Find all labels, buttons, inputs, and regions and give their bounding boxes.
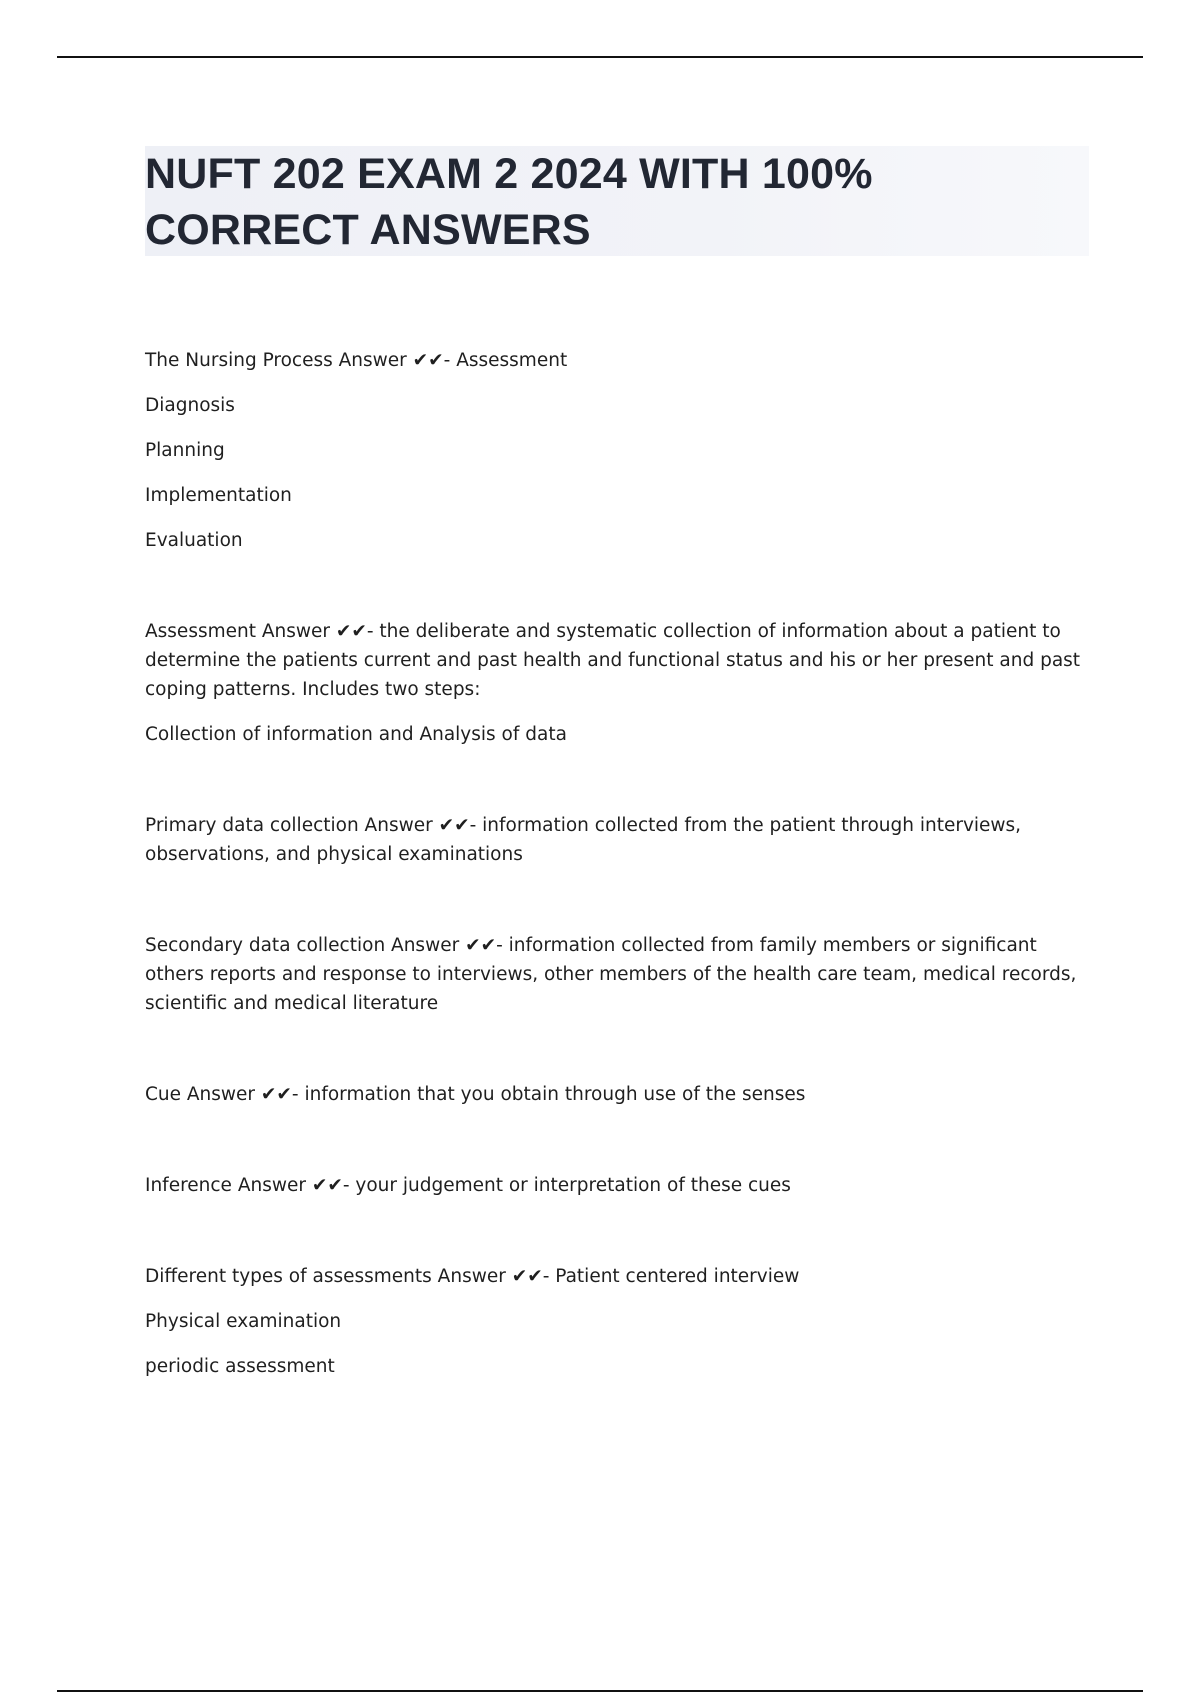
qa-entry <box>145 617 1085 749</box>
qa-entry <box>145 811 1085 869</box>
qa-entry <box>145 1171 1085 1200</box>
qa-line: Planning <box>145 440 225 461</box>
qa-line: Evaluation <box>145 530 243 551</box>
qa-line: Collection of information and Analysis of data <box>145 724 567 745</box>
page-title: NUFT 202 EXAM 2 2024 WITH 100% CORRECT ANSWERS <box>145 150 873 254</box>
qa-line: The Nursing Process Answer ✔✔- Assessment <box>145 350 568 371</box>
qa-line: Inference Answer ✔✔- your judgement or interpretation of these cues <box>145 1175 791 1196</box>
qa-line: periodic assessment <box>145 1356 335 1377</box>
qa-line: Primary data collection Answer ✔✔- information collected from the patient through interviews, observations, and physical examinations <box>145 815 1022 865</box>
qa-line: Different types of assessments Answer ✔✔- Patient centered interview <box>145 1266 800 1287</box>
qa-entry <box>145 931 1085 1018</box>
qa-line: Diagnosis <box>145 395 235 416</box>
qa-line: Physical examination <box>145 1311 342 1332</box>
qa-entry <box>145 1080 1085 1109</box>
qa-line: Cue Answer ✔✔- information that you obtain through use of the senses <box>145 1084 806 1105</box>
qa-line: Secondary data collection Answer ✔✔- information collected from family members or significant others reports and response to interviews, other members of the health care team, medical records, scientific and medical literature <box>145 935 1077 1014</box>
bottom-divider <box>57 1690 1143 1692</box>
qa-line: Implementation <box>145 485 292 506</box>
top-divider <box>57 56 1143 58</box>
qa-entry <box>145 1262 1085 1381</box>
qa-line: Assessment Answer ✔✔- the deliberate and systematic collection of information about a patient to determine the patients current and past health and functional status and his or her present and past coping patterns. Includes two steps: <box>145 621 1081 700</box>
document-body <box>145 346 1085 1443</box>
qa-entry <box>145 346 1085 555</box>
